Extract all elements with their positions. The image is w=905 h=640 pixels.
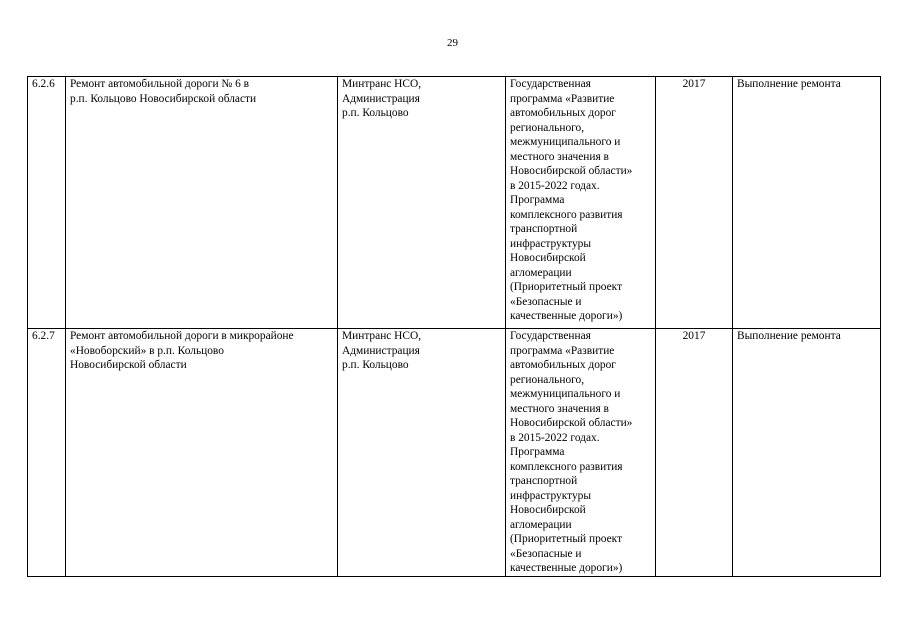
cell-measure-name [66, 329, 338, 577]
table-row [28, 329, 881, 577]
cell-year: 2017 [656, 329, 733, 577]
cell-result: Выполнение ремонта [733, 329, 881, 577]
program-line: автомобильных дорог [510, 359, 616, 371]
program-line: регионального, [510, 373, 585, 386]
measure-name-line: Ремонт автомобильной дороги в микрорайоне [70, 330, 294, 342]
cell-executor [338, 77, 506, 329]
program-line: «Безопасные и [510, 295, 582, 308]
program-line: в 2015-2022 годах. [510, 431, 600, 444]
program-line: межмуниципального и [510, 136, 621, 148]
program-line: качественные дороги») [510, 310, 623, 322]
executor-line: Минтранс НСО, [342, 330, 422, 342]
program-line: Новосибирской [510, 504, 586, 516]
program-line: «Безопасные и [510, 547, 582, 560]
program-line: Государственная [510, 330, 591, 342]
cell-executor [338, 329, 506, 577]
cell-program [506, 77, 656, 329]
program-line: Программа [510, 194, 565, 206]
program-line: комплексного развития [510, 460, 623, 473]
program-line: местного значения в [510, 402, 609, 415]
table-row [28, 77, 881, 329]
program-line: инфраструктуры [510, 237, 591, 250]
program-line: Новосибирской [510, 252, 586, 264]
program-line: агломерации [510, 266, 572, 279]
cell-result: Выполнение ремонта [733, 77, 881, 329]
program-line: регионального, [510, 121, 585, 134]
program-line: программа «Развитие [510, 92, 615, 105]
program-line: Новосибирской области» [510, 165, 633, 177]
program-line: комплексного развития [510, 208, 623, 221]
executor-line: Минтранс НСО, [342, 78, 422, 90]
measure-name-line: Ремонт автомобильной дороги № 6 в [70, 78, 250, 90]
cell-item-number: 6.2.7 [28, 329, 66, 577]
measures-table [27, 76, 881, 577]
table-body [28, 77, 881, 577]
program-line: агломерации [510, 518, 572, 531]
page-number: 29 [447, 37, 458, 49]
program-line: межмуниципального и [510, 388, 621, 400]
program-line: (Приоритетный проект [510, 533, 623, 545]
cell-year: 2017 [656, 77, 733, 329]
executor-line: р.п. Кольцово [342, 107, 409, 119]
cell-program [506, 329, 656, 577]
program-line: в 2015-2022 годах. [510, 179, 600, 192]
program-line: транспортной [510, 223, 578, 235]
program-line: местного значения в [510, 150, 609, 163]
program-line: Программа [510, 446, 565, 458]
measure-name-line: «Новоборский» в р.п. Кольцово [70, 344, 224, 357]
program-line: Новосибирской области» [510, 417, 633, 429]
program-line: Государственная [510, 78, 591, 90]
program-line: автомобильных дорог [510, 107, 616, 119]
program-line: (Приоритетный проект [510, 281, 623, 293]
cell-measure-name [66, 77, 338, 329]
measure-name-line: р.п. Кольцово Новосибирской области [70, 92, 257, 105]
cell-item-number: 6.2.6 [28, 77, 66, 329]
program-line: программа «Развитие [510, 344, 615, 357]
executor-line: р.п. Кольцово [342, 359, 409, 371]
executor-line: Администрация [342, 92, 420, 105]
program-line: транспортной [510, 475, 578, 487]
measure-name-line: Новосибирской области [70, 359, 187, 371]
program-line: качественные дороги») [510, 562, 623, 574]
program-line: инфраструктуры [510, 489, 591, 502]
executor-line: Администрация [342, 344, 420, 357]
